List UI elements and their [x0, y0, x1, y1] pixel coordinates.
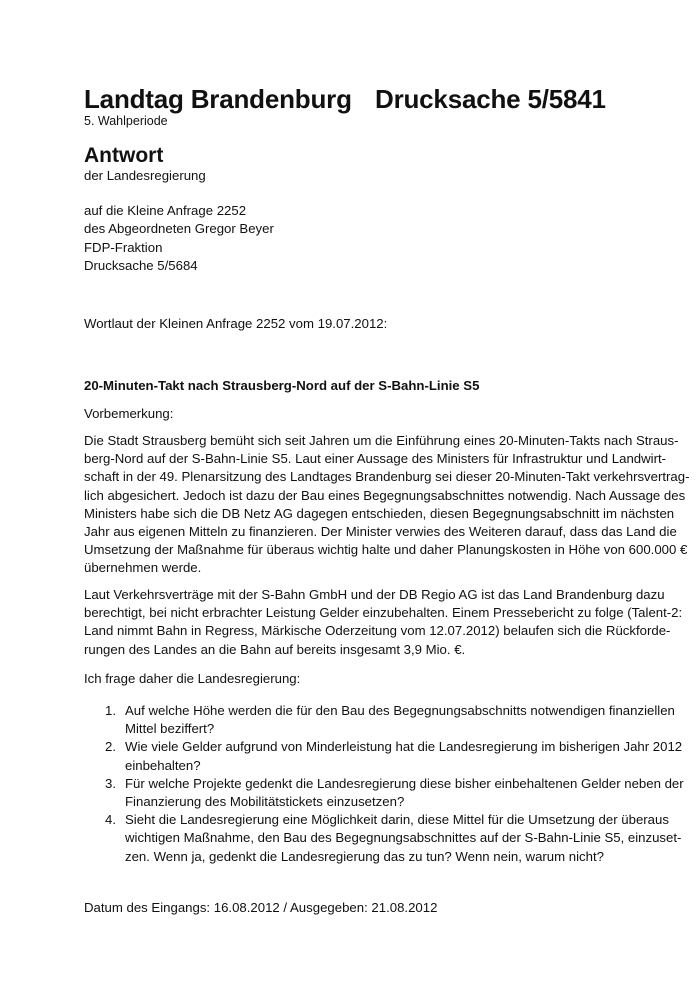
wahlperiode: 5. Wahlperiode [84, 114, 168, 128]
question-item [84, 738, 683, 774]
anfrage-line: auf die Kleine Anfrage 2252 [84, 203, 247, 218]
question-number: 1. [105, 703, 116, 718]
text-line: berechtigt, bei nicht erbrachter Leistung Gelder einzubehalten. Einem Pressebericht zu folge (Talent-2: [84, 605, 683, 621]
text-line: Jahr aus eigenen Mitteln zu finanzieren. Der Minister verwies des Weiteren darauf, dass das Land die [84, 524, 677, 540]
text-line: berg-Nord auf der S-Bahn-Linie S5. Laut einer Aussage des Ministers für Infrastruktur und Landwirt- [84, 451, 667, 467]
question-intro: Ich frage daher die Landesregierung: [84, 671, 301, 686]
question-title: 20-Minuten-Takt nach Strausberg-Nord auf der S-Bahn-Linie S5 [84, 378, 480, 393]
text-line: wichtigen Maßnahme, den Bau des Begegnungsabschnittes auf der S-Bahn-Linie S5, einzuset- [125, 830, 682, 846]
wortlaut-line: Wortlaut der Kleinen Anfrage 2252 vom 19.07.2012: [84, 316, 388, 331]
text-line: Finanzierung des Mobilitätstickets einzusetzen? [125, 794, 405, 810]
question-list [84, 702, 684, 866]
text-line: Ministers habe sich die DB Netz AG dagegen entschieden, diesen Begegnungsabschnitt im nächsten [84, 505, 675, 521]
text-line: einbehalten? [125, 757, 201, 773]
text-line: schaft in der 49. Plenarsitzung des Landtages Brandenburg sei dieser 20-Minuten-Takt verkehrsvertrag- [84, 469, 690, 485]
parliament-name: Landtag Brandenburg [84, 84, 352, 114]
question-number: 2. [105, 739, 116, 755]
text-line: Sieht die Landesregierung eine Möglichkeit darin, diese Mittel für die Umsetzung der überaus [125, 812, 669, 828]
paragraph-preliminary [84, 432, 690, 578]
question-number: 4. [105, 812, 116, 828]
question-item [84, 775, 684, 811]
text-line: Mittel beziffert? [125, 721, 215, 737]
question-number: 3. [105, 775, 116, 791]
text-line: Wie viele Gelder aufgrund von Minderleistung hat die Landesregierung im bisherigen Jahr 2012 [125, 739, 683, 755]
text-line: übernehmen werde. [84, 560, 202, 576]
paragraph-contracts [84, 586, 683, 659]
text-line: lich abgesichert. Jedoch ist dazu der Bau eines Begegnungsabschnittes notwendig. Nach Aussage des [84, 487, 686, 503]
vorbemerkung-label: Vorbemerkung: [84, 406, 174, 421]
text-line: rungen des Landes an die Bahn auf bereits insgesamt 3,9 Mio. €. [84, 641, 466, 657]
text-line: zen. Wenn ja, gedenkt die Landesregierung das zu tun? Wenn nein, warum nicht? [125, 848, 604, 864]
text-line: Laut Verkehrsverträge mit der S-Bahn GmbH und der DB Regio AG ist das Land Brandenburg dazu [84, 587, 665, 602]
text-line: Die Stadt Strausberg bemüht sich seit Jahren um die Einführung eines 20-Minuten-Takts nach Straus- [84, 433, 679, 448]
question-item [84, 702, 675, 738]
drucksache-number: Drucksache 5/5841 [375, 84, 606, 114]
text-line: Umsetzung der Maßnahme für überaus wichtig halte und daher Planungskosten in Höhe von 600.000 € [84, 542, 688, 558]
anfrage-line: Drucksache 5/5684 [84, 258, 198, 274]
antwort-heading: Antwort [84, 144, 164, 167]
text-line: Land nimmt Bahn in Regress, Märkische Oderzeitung vom 12.07.2012) belaufen sich die Rückforde- [84, 623, 671, 639]
text-line: Für welche Projekte gedenkt die Landesregierung diese bisher einbehaltenen Gelder neben der [125, 775, 684, 791]
question-item [84, 811, 682, 866]
document-page [84, 0, 690, 990]
antwort-subtitle: der Landesregierung [84, 168, 206, 183]
anfrage-line: FDP-Fraktion [84, 239, 163, 255]
anfrage-line: des Abgeordneten Gregor Beyer [84, 221, 274, 237]
text-line: Auf welche Höhe werden die für den Bau des Begegnungsabschnitts notwendigen finanziellen [125, 703, 675, 718]
date-footer: Datum des Eingangs: 16.08.2012 / Ausgegeben: 21.08.2012 [84, 900, 438, 915]
anfrage-reference [84, 202, 274, 276]
